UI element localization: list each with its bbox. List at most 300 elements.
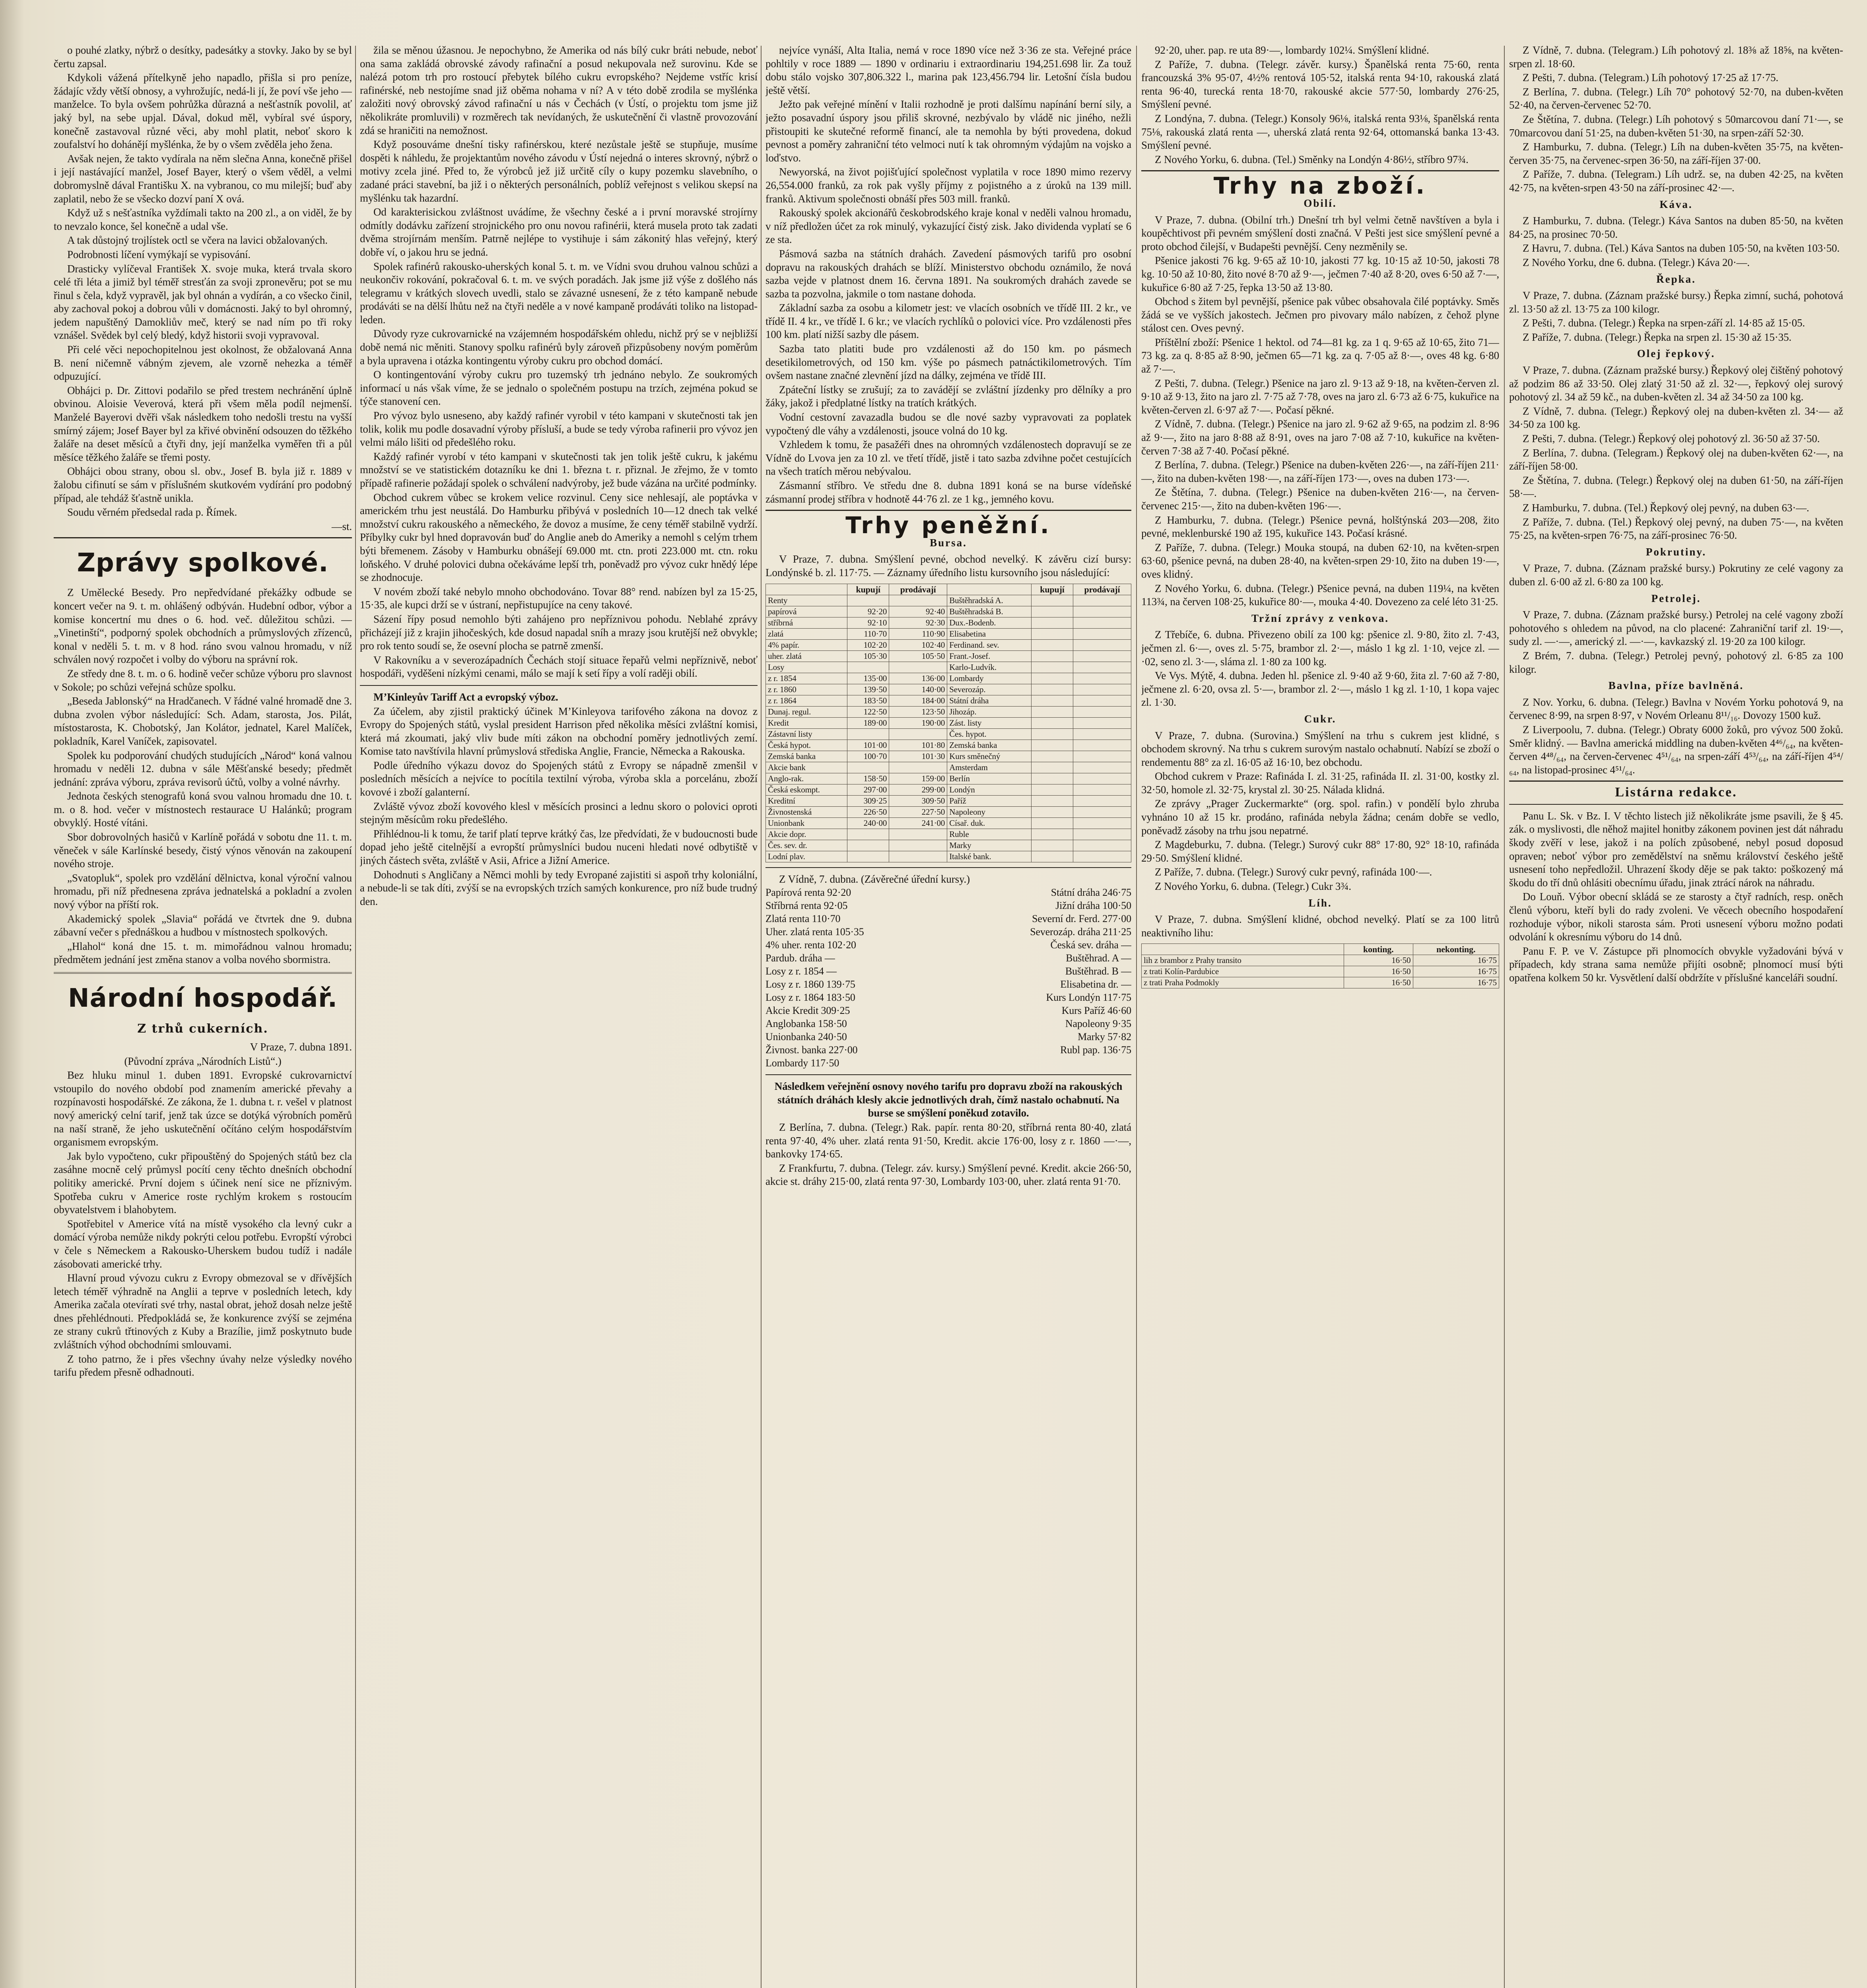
table-cell <box>847 829 889 840</box>
paragraph: Bez hluku minul 1. duben 1891. Evropské cukrovarnictví vstoupilo do nového období pod znamením americké převahy a rozpínavosti hospodářské. Ze zákona, že 1. dubna t. r. vešel v platnost nový americký celní tarif, jenž tak úzce se dotýká výrobních poměrů na naší straně, že jeho uskutečnění očítáno celým hospodářstvím organismem evropským. <box>54 1069 352 1148</box>
paragraph: Ze Štětína, 7. dubna. (Telegr.) Řepkový olej na duben 61·50, na září-říjen 58·—. <box>1509 474 1843 500</box>
table-cell <box>1073 840 1131 851</box>
table-cell: Napoleony <box>947 806 1032 817</box>
table-cell: Ruble <box>947 829 1032 840</box>
subheading-oilcake: Pokrutiny. <box>1646 546 1707 558</box>
rate-row <box>765 1017 1131 1030</box>
rate-row <box>765 938 1131 951</box>
paragraph: Z Pešti, 7. dubna. (Telegr.) Řepkový olej pohotový zl. 36·50 až 37·50. <box>1523 433 1820 445</box>
table-header-cell: prodávají <box>1073 584 1131 595</box>
paragraph: Ze Štětína, 7. dubna. (Telegr.) Líh pohotový s 50marcovou daní 71·—, se 70marcovou daní 51·25, na duben-květen 51·30, na srpen-září 52·30. <box>1509 113 1843 139</box>
table-header-cell <box>947 584 1032 595</box>
paragraph: Z Paříže, 7. dubna. (Telegr.) Mouka stoupá, na duben 62·10, na květen-srpen 63·60, pšenice pevná, na duben 28·40, na květen-srpen 29·10, žito na duben 19·—, oves klidný. <box>1141 541 1499 580</box>
table-cell: 92·40 <box>889 606 947 617</box>
rate-entry: Papírová renta 92·20 <box>765 887 851 899</box>
table-header-cell: kupují <box>1032 584 1073 595</box>
table-cell: Frant.-Josef. <box>947 650 1032 662</box>
table-cell <box>889 728 947 740</box>
table-cell <box>1073 650 1131 662</box>
table-cell: Paříž <box>947 795 1032 806</box>
table-cell: 110·90 <box>889 628 947 639</box>
paragraph: Z Hamburku, 7. dubna. (Tel.) Řepkový olej pevný, na duben 63·—. <box>1523 502 1809 514</box>
paragraph: Sazba tato platiti bude pro vzdálenosti až do 150 km. po pásmech desetikilometrových, od 150 km. výše po pásmech patnáctikilometrových. Tím ovšem nastane značné zlevnění jízd na dálky, zejména ve třídě III. <box>765 343 1131 382</box>
paragraph: Při celé věci nepochopitelnou jest okolnost, že obžalovaná Anna B. není ničemně vábným zjevem, ale vzorně nehezka a téměř odpuzující. <box>54 344 352 382</box>
paragraph: Základní sazba za osobu a kilometr jest: ve vlacích osobních ve třídě III. 2 kr., ve třídě II. 4 kr., ve třídě I. 6 kr.; ve vlacích rychlíků o polovici více. Pro vzdálenosti přes 100 km. platí nižší sazby dle pásem. <box>765 302 1131 341</box>
table-cell: Ferdinand. sev. <box>947 639 1032 650</box>
table-cell: 102·20 <box>847 639 889 650</box>
table-cell <box>847 762 889 773</box>
rate-entry: Napoleony 9·35 <box>1065 1018 1131 1030</box>
rate-row <box>765 991 1131 1004</box>
section-heading-economy: Národní hospodář. <box>68 984 338 1013</box>
divider <box>360 685 758 686</box>
table-cell <box>1073 773 1131 784</box>
paragraph: Akademický spolek „Slavia“ pořádá ve čtvrtek dne 9. dubna zábavní večer s přednáškou a hudbou v místnostech spolkových. <box>54 912 352 938</box>
table-row <box>766 628 1131 639</box>
paragraph: Z Berlína, 7. dubna. (Telegr.) Pšenice na duben-květen 226·—, na září-říjen 211·—, žito na duben-květen 198·—, na září-říjen 173·—, oves na duben 173·—. <box>1141 459 1499 484</box>
column-2 <box>360 44 758 1988</box>
table-header-cell: kupují <box>847 584 889 595</box>
paragraph: Z Pešti, 7. dubna. (Telegram.) Líh pohotový 17·25 až 17·75. <box>1523 72 1779 84</box>
table-cell <box>1032 773 1073 784</box>
table-cell: 110·70 <box>847 628 889 639</box>
paragraph: Spolek ku podporování chudých studujících „Národ“ koná valnou hromadu v neděli 12. dubna v sále Měšťanské besedy; předmět jednání: zpráva výboru, zpráva revisorů účtů, volby a volné návrhy. <box>54 749 352 788</box>
table-cell: z r. 1864 <box>766 695 847 706</box>
table-cell: Kurs směnečný <box>947 751 1032 762</box>
paragraph: Pro vývoz bylo usneseno, aby každý rafinér vyrobil v této kampani v skutečnosti tak jen tolik, kolik mu podle dosavadní výroby přísluší, a bude se tedy výroba rafinerii pro vývoz jen velmi málo lišiti od předešlého roku. <box>360 410 758 448</box>
table-cell: Živnostenská <box>766 806 847 817</box>
table-cell: Čes. hypot. <box>947 728 1032 740</box>
table-cell: Unionbank <box>766 817 847 829</box>
table-cell: 4% papír. <box>766 639 847 650</box>
table-row <box>766 751 1131 762</box>
table-cell: 105·50 <box>889 650 947 662</box>
table-cell: papírová <box>766 606 847 617</box>
table-cell: uher. zlatá <box>766 650 847 662</box>
table-cell <box>1073 817 1131 829</box>
table-cell <box>1032 673 1073 684</box>
rate-entry: Anglobanka 158·50 <box>765 1018 847 1030</box>
table-cell: 240·00 <box>847 817 889 829</box>
table-cell: Italské bank. <box>947 851 1032 862</box>
subheading-sugar-markets: Z trhů cukerních. <box>137 1022 268 1036</box>
table-cell: 123·50 <box>889 706 947 717</box>
table-cell: 105·30 <box>847 650 889 662</box>
table-cell <box>1073 717 1131 728</box>
paragraph: Obchod cukrem v Praze: Rafináda I. zl. 31·25, rafináda II. zl. 31·00, kostky zl. 32·50, homole zl. 32·75, krystal zl. 30·25. Nálada klidná. <box>1141 770 1499 796</box>
paragraph: Do Louň. Výbor obecní skládá se ze starosty a čtyř radních, resp. oněch členů výboru, kteří byli do rady zvoleni. Ve věcech obecního hospodaření rozhoduje výbor, nikoli starosta sám. Proti usnesení výboru možno podati odvolání k okresnímu výboru do 14 dnů. <box>1509 891 1843 943</box>
table-cell <box>1032 728 1073 740</box>
table-cell: 241·00 <box>889 817 947 829</box>
table-row <box>766 806 1131 817</box>
rate-entry: Stříbrná renta 92·05 <box>765 900 848 912</box>
table-cell: 101·00 <box>847 740 889 751</box>
table-cell <box>1032 706 1073 717</box>
paragraph: Důvody ryze cukrovarnické na vzájemném hospodářském ohledu, nichž prý se v nejbližší době nemá nic měniti. Stanovy spolku rafinérů byly zároveň přizpůsobeny novým poměrům a byla upravena i otázka kontingentu výroby cukru pro obchod domácí. <box>360 328 758 367</box>
rate-entry: Jižní dráha 100·50 <box>1055 900 1131 912</box>
table-row <box>766 851 1131 862</box>
table-cell: Berlín <box>947 773 1032 784</box>
rate-entry: Marky 57·82 <box>1078 1031 1131 1043</box>
rate-entry: Kurs Paříž 46·60 <box>1061 1005 1131 1017</box>
table-row <box>766 762 1131 773</box>
table-cell <box>1073 740 1131 751</box>
rate-row <box>765 1030 1131 1043</box>
paragraph: 92·20, uher. pap. re uta 89·—, lombardy 102¼. Smýšlení klidné. <box>1155 44 1429 56</box>
table-row <box>766 717 1131 728</box>
paragraph: V Praze, 7. dubna. (Záznam pražské bursy.) Pokrutiny ze celé vagony za duben zl. 6·00 až zl. 6·80 za 100 kg. <box>1509 562 1843 588</box>
rate-entry: Losy z r. 1864 183·50 <box>765 992 855 1004</box>
rate-entry: Živnost. banka 227·00 <box>765 1044 858 1056</box>
subheading-editorial-letters: Listárna redakce. <box>1615 785 1737 800</box>
table-cell <box>889 829 947 840</box>
paragraph: O kontingentování výroby cukru pro tuzemský trh jednáno nebylo. Ze soukromých informací u nás však víme, že se jednalo o společném postupu na trzích, zejména pokud se týče stanovení cen. <box>360 369 758 408</box>
column-1 <box>54 44 352 1988</box>
paragraph: o pouhé zlatky, nýbrž o desítky, padesátky a stovky. Jako by se byl čertu zapsal. <box>54 44 352 70</box>
table-header-cell: prodávají <box>889 584 947 595</box>
paragraph: A tak důstojný trojlístek octl se včera na lavici obžalovaných. <box>67 234 328 247</box>
paragraph: Z Pešti, 7. dubna. (Telegr.) Řepka na srpen-září zl. 14·85 až 15·05. <box>1523 317 1805 329</box>
table-cell <box>1073 806 1131 817</box>
table-cell: Kreditní <box>766 795 847 806</box>
divider <box>765 510 1131 511</box>
table-cell <box>847 595 889 606</box>
table-cell: Císař. duk. <box>947 817 1032 829</box>
paragraph: Z Nového Yorku, dne 6. dubna. (Telegr.) Káva 20·—. <box>1523 256 1750 268</box>
table-cell: 92·30 <box>889 617 947 628</box>
paragraph: Z Paříže, 7. dubna. (Telegr.) Surový cukr pevný, rafináda 100·—. <box>1155 866 1432 878</box>
divider <box>54 972 352 974</box>
notice: Následkem veřejnění osnovy nového tarifu pro dopravu zboží na rakouských státních dráhách klesly akcie jednotlivých drah, čímž nastalo ochabnutí. Na burse se smýšlení poněkud zotavilo. <box>774 1080 1123 1119</box>
signature: —st. <box>331 520 352 532</box>
table-cell <box>1032 695 1073 706</box>
paragraph: Přihlédnou-li k tomu, že tarif platí teprve krátký čas, lze předvídati, že v budoucnosti bude dopad jeho ještě citelnější a evropští průmyslníci budou nuceni hledati nové odbytiště v jiných částech světa, zvláště v Asii, Africe a Jižní Americe. <box>360 827 758 867</box>
table-cell: 139·50 <box>847 684 889 695</box>
table-cell <box>1032 650 1073 662</box>
rate-entry: Pardub. dráha — <box>765 952 835 964</box>
table-cell: 297·00 <box>847 784 889 795</box>
table-row <box>766 784 1131 795</box>
table-cell: Londýn <box>947 784 1032 795</box>
paragraph: Z Nového Yorku, 6. dubna. (Telegr.) Cukr 3¾. <box>1155 880 1351 893</box>
article-heading-tariff: M’Kinleyův Tariff Act a evropský výboz. <box>373 691 558 703</box>
paragraph: žila se měnou úžasnou. Je nepochybno, že Amerika od nás bílý cukr bráti nebude, neboť ona sama zakládá obrovské závody rafinační a posud nekupovala než surovinu. Kde se nalézá potom trh pro rostoucí přebytek bílého cukru evropského? Nejdeme vstříc krisí rafinérské, neb nestojíme snad již oběma nohama v ní? A v této době zrodila se myšlénka založiti nový obrovský závod rafinační u nás v Čechách (v Ústí, o projektu tom jsme již několikráte promluvili) v rozměrech tak nevídaných, že uskutečnění či vlastně provozování zdá se hraničiti na nemožnost. <box>360 44 758 136</box>
paragraph: Za účelem, aby zjistil praktický účinek M’Kinleyova tarifového zákona na dovoz z Evropy do Spojených států, vyslal president Harrison před několika měsíci zvláštní komisi, která má zkoumati, jaký vliv bude míti zákon na obchodní poměry jednotlivých zemí. Komise tato navštívila hlavní průmyslová střediska Anglie, Francie, Německa a Rakouska. <box>360 705 758 757</box>
rate-entry: Státní dráha 246·75 <box>1051 887 1131 899</box>
paragraph: Z Paříže, 7. dubna. (Telegram.) Líh udrž. se, na duben 42·25, na květen 42·75, na květen-srpen 43·50 na září-prosinec 42·—. <box>1509 168 1843 194</box>
paragraph: Z Nového Yorku, 6. dubna. (Tel.) Směnky na Londýn 4·86½, stříbro 97¾. <box>1155 153 1469 165</box>
table-cell <box>1032 840 1073 851</box>
table-cell: 190·00 <box>889 717 947 728</box>
table-cell: Dunaj. regul. <box>766 706 847 717</box>
table-cell: 122·50 <box>847 706 889 717</box>
table-cell: 92·20 <box>847 606 889 617</box>
table-cell: 309·25 <box>847 795 889 806</box>
table-row <box>766 639 1131 650</box>
paragraph: Z Nov. Yorku, 6. dubna. (Telegr.) Bavlna v Novém Yorku pohotová 9, na červenec 8·99, na srpen 8·97, v Novém Orleanu 8¹¹/₁₆. Dovozy 1500 kuž. <box>1509 696 1843 722</box>
table-cell <box>1073 829 1131 840</box>
rate-entry: Uher. zlatá renta 105·35 <box>765 926 864 938</box>
table-row <box>1142 977 1499 988</box>
paragraph: V Praze, 7. dubna. (Záznam pražské bursy.) Řepka zimní, suchá, pohotová zl. 13·50 až zl. 13·75 za 100 kilogr. <box>1509 289 1843 315</box>
table-cell: 16·75 <box>1413 966 1499 977</box>
table-cell <box>1073 762 1131 773</box>
rate-row <box>765 965 1131 978</box>
table-cell: Lombardy <box>947 673 1032 684</box>
table-cell: 102·40 <box>889 639 947 650</box>
dateline: Z Vídně, 7. dubna. (Závěrečné úřední kursy.) <box>779 873 970 885</box>
paragraph: Ve Vys. Mýtě, 4. dubna. Jeden hl. pšenice zl. 9·40 až 9·60, žita zl. 7·60 až 7·80, ječmene zl. 6·20, ovsa zl. 5·—, brambor zl. 2·—, máslo 1 kg zl. 1·10, 1 kopa vajec zl. 1·30. <box>1141 670 1499 709</box>
table-cell: 92·10 <box>847 617 889 628</box>
paragraph: Z Třebíče, 6. dubna. Přivezeno obilí za 100 kg: pšenice zl. 9·80, žito zl. 7·43, ječmen zl. 6·—, oves zl. 5·75, brambor zl. 2·—, máslo 1 kg zl. 1·10, vejce zl. —·02, seno zl. 3·—, sláma zl. 1·80 za 100 kg. <box>1141 629 1499 668</box>
paragraph: „Svatopluk“, spolek pro vzdělání dělnictva, konal výroční valnou hromadu, při níž přednesena zpráva jednatelská a pokladní a zvolen nový výbor na příští rok. <box>54 872 352 911</box>
rate-entry: Severní dr. Ferd. 277·00 <box>1032 913 1131 925</box>
paragraph: V Praze, 7. dubna. (Záznam pražské bursy.) Petrolej na celé vagony zboží pohotového s ohledem na původ, na clo placené: Zahraniční tarif zl. 19·—, sudy zl. —·—, americký zl. —·—, kavkazský zl. 19·20 za 100 kilogr. <box>1509 609 1843 648</box>
paragraph: V novém zboží také nebylo mnoho obchodováno. Tovar 88° rend. nabízen byl za 15·25, 15·35, ale kupci drží se v ústraní, nepřistupujíce na ceny takové. <box>360 585 758 611</box>
divider <box>765 1074 1131 1075</box>
subheading-spirits: Líh. <box>1308 897 1332 909</box>
table-cell <box>1073 784 1131 795</box>
subheading-rapeseed: Řepka. <box>1656 273 1696 285</box>
table-cell: 227·50 <box>889 806 947 817</box>
table-cell: Dux.-Bodenb. <box>947 617 1032 628</box>
rate-row <box>765 978 1131 991</box>
paragraph: Jak bylo vypočteno, cukr připouštěný do Spojených států bez cla zasáhne mocně celý průmysl pocítí ceny těchto dnešních obchodní politiky americké. První dojem s účinek není sice ne příznivým. Spotřeba cukru v Americe roste rychlým krokem s rostoucím obyvatelstvem i blahobytem. <box>54 1150 352 1216</box>
rate-entry: 4% uher. renta 102·20 <box>765 939 856 951</box>
paragraph: nejvíce vynáší, Alta Italia, nemá v roce 1890 více než 3·36 ze sta. Veřejné práce pohltily v roce 1889 — 1890 v ordinariu i extraordinariu 194,251.698 lir. Za touž dobu stálo vojsko 307,806.322 l., marina pak 123,456.794 lir. Letošní čísla budou ještě větší. <box>765 44 1131 96</box>
paragraph: Z Magdeburku, 7. dubna. (Telegr.) Surový cukr 88° 17·80, 92° 18·10, rafináda 29·50. Smýšlení klidné. <box>1141 839 1499 864</box>
table-cell: Kredit <box>766 717 847 728</box>
paragraph: Dohodnuti s Angličany a Němci mohli by tedy Evropané zajistiti si aspoň trhy koloniální, a nebude-li se tak díti, zvýší se na evropských trzích samých konkurence, pro níž bude trudný den. <box>360 868 758 907</box>
divider <box>1141 170 1499 171</box>
table-cell <box>1073 684 1131 695</box>
paragraph: „Hlahol“ koná dne 15. t. m. mimořádnou valnou hromadu; předmětem jednání jest změna stanov a volba nového sbormistra. <box>54 940 352 966</box>
rate-row <box>765 899 1131 912</box>
paragraph: Z Londýna, 7. dubna. (Telegr.) Konsoly 96⅛, italská renta 93⅛, španělská renta 75⅛, rakouská zlatá renta —, uherská zlatá renta 92·64, ottomanská banka 13·43. Smýšlení pevné. <box>1141 112 1499 151</box>
paragraph: Podle úředního výkazu dovoz do Spojených států z Evropy se nápadně zmenšil v posledních měsících a nejvíce to pocítila textilní výroba, výroba skla a porcelánu, zboží kovové i zboží galanterní. <box>360 759 758 798</box>
paragraph: Z Paříže, 7. dubna. (Telegr. závěr. kursy.) Španělská renta 75·60, renta francouzská 3% 95·07, 4½% rentová 105·52, italská renta 94·10, rakouská zlatá renta 96·40, turecká renta 18·70, rakouské akcie 577·50, lombardy 276·25, Smýšlení pevné. <box>1141 58 1499 111</box>
table-cell: Buštěhradská A. <box>947 595 1032 606</box>
table-cell <box>1073 851 1131 862</box>
table-cell: zlatá <box>766 628 847 639</box>
table-cell <box>847 662 889 673</box>
rate-entry: Severozáp. dráha 211·25 <box>1030 926 1131 938</box>
club-news <box>54 586 352 967</box>
table-cell: Marky <box>947 840 1032 851</box>
table-cell <box>1032 784 1073 795</box>
table-cell: 184·00 <box>889 695 947 706</box>
table-cell: Zemská banka <box>947 740 1032 751</box>
table-cell: stříbrná <box>766 617 847 628</box>
table-row <box>766 773 1131 784</box>
table-row <box>766 795 1131 806</box>
paragraph: Zpáteční lístky se zrušují; za to zavádějí se zvláštní jízdenky pro dělníky a pro žáky, jakož i předplatné lístky na tratích krátkých. <box>765 383 1131 409</box>
spirits-price-table <box>1141 944 1499 988</box>
paragraph: Obhájci p. Dr. Zittovi podařilo se před trestem nechránění úplně obvinou. Aloisie Veverová, která při všem měla podíl nejmenší. Manželé Bayerovi dvěři však následkem toho nedošli trestu na vyšší smírný zájem; Josef Bayer byl za křivé obvinění odsouzen do těžkého žaláře na deset měsíců a čtyři dny, její manželka vyměřen tři a půl měsíce těžkého žaláře se třemi posty. <box>54 384 352 463</box>
paragraph: Z Brém, 7. dubna. (Telegr.) Petrolej pevný, pohotový zl. 6·85 za 100 kilogr. <box>1509 649 1843 675</box>
rate-entry: Rubl pap. 136·75 <box>1060 1044 1131 1056</box>
page-fold-shadow <box>0 0 24 1988</box>
table-cell <box>847 851 889 862</box>
table-cell: 299·00 <box>889 784 947 795</box>
table-row <box>766 706 1131 717</box>
rate-entry: Lombardy 117·50 <box>765 1057 839 1069</box>
table-row <box>766 728 1131 740</box>
paragraph: Spolek rafinérů rakousko-uherských konal 5. t. m. ve Vídni svou druhou valnou schůzi a neukončiv rokování, pokračoval 6. t. m. ve svých poradách. Jak jsme již výše z došlého nás telegramu v krátkých slovech uvedli, stalo se závazné usnesení, že z této kampaně nebude prodáváti se na dělší lhůtu než na čtyři neděle a v nové kampaně prodáváti toliko na listopad-leden. <box>360 260 758 326</box>
paragraph: Obhájci obou strany, obou sl. obv., Josef B. byla již r. 1889 v žalobu cifinutí se sám v příslušném skutkovém vydírání pro podobný případ, ale tehdáž šťastně unikla. <box>54 465 352 504</box>
divider <box>54 537 352 538</box>
subheading-bursa: Bursa. <box>930 536 967 549</box>
table-cell: 159·00 <box>889 773 947 784</box>
paragraph: Panu F. P. ve V. Zástupce při plnomocích obvykle vyžadováni bývá v případech, kdy strana sama nemůže přijíti osobně; plnomocí musí býti opatřena kolkem 50 kr. Vysvětlení další obdržíte v příslušné kanceláři soudní. <box>1509 945 1843 984</box>
paragraph: V Praze, 7. dubna. (Surovina.) Smýšlení na trhu s cukrem jest klidné, s obchodem skrovný. Na trhu s cukrem surovým nastalo ochabnutí. Nabízí se zboží o rendementu 88° za zl. 16·05 až 16·10, bez obchodu. <box>1141 729 1499 768</box>
paragraph: Kdykoli vážená přítelkyně jeho napadlo, přišla si pro peníze, žádajíc vždy větší obnosy, a vyhrožujíc, nedá-li jí, že poví vše jeho — manželce. To byla ovšem pohrůžka důrazná a nešťastník povolil, ať jaký byl, na sebe upjal. Dával, dokud měl, vybíral své úspory, konečně zastavoval různé věci, aby mohl platit, neboť skoro k zoufalství ho dohánějí myšlénka, že by o všem zvěděla jeho žena. <box>54 72 352 151</box>
table-cell: 100·70 <box>847 751 889 762</box>
paragraph: Z Berlína, 7. dubna. (Telegr.) Líh 70° pohotový 52·70, na duben-květen 52·40, na červen-červenec 52·70. <box>1509 85 1843 111</box>
paragraph: Spotřebitel v Americe vítá na místě vysokého cla levný cukr a domácí výroba nemůže nikdy pokrýti celou potřebu. Evropští výrobci v čele s Německem a Rakousko-Uherskem budou tudíž i nadále zásobovati americké trhy. <box>54 1217 352 1270</box>
table-cell: Zemská banka <box>766 751 847 762</box>
paragraph: Z Liverpoolu, 7. dubna. (Telegr.) Obraty 6000 žoků, pro vývoz 500 žoků. Směr klidný. — Bavlna americká middling na duben-květen 4⁴⁶/₆₄, na květen-červen 4⁴⁸/₆₄, na červen-červenec 4⁵¹/₆₄, na srpen-září 4⁵³/₆₄, na září-říjen 4⁵⁴/₆₄, na listopad-prosinec 4⁵¹/₆₄. <box>1509 723 1843 776</box>
table-cell: Severozáp. <box>947 684 1032 695</box>
paragraph: Od karakterisickou zvláštnost uvádíme, že všechny české a i první moravské strojírny odmítly dodávku zařízení strojnického pro onu novou rafinérii, která musela proto tak zadati dvěma strojírnám menším. Patrně nejlépe to vystihuje i sám zákonitý hlas veřejný, který dobře ví, o jakou hru se jedná. <box>360 206 758 258</box>
rate-row <box>765 1043 1131 1056</box>
paragraph: Jednota českých stenografů koná svou valnou hromadu dne 10. t. m. o 8. hod. večer v místnostech restaurace U Halánků; program obvyklý. Hosté vítáni. <box>54 790 352 829</box>
paragraph: Když posouváme dnešní tisky rafinérskou, které nezůstale ještě se stupňuje, musíme dospěti k náhledu, že projektantům nového závodu v Ústí nejedná o interes skrovný, nýbrž o motivy zcela jiné. Před to, že výrobců jež již určitě cíly o kupy pozemku slavebního, o zadané práci stavební, ba již i o některých personálních, poblíž veřejnost s velikou skepsí na myšlénku tak hazardní. <box>360 138 758 204</box>
paragraph: Z Umělecké Besedy. Pro nepředvídané překážky odbude se koncert večer na 9. t. m. ohlášený odbýván. Hudební odbor, výbor a komise koncertní mu dnes o 6. hod. več. důležitou schůzi. — „Vinetinští“, podporný spolek obchodních a průmyslových zřízenců, konal v neděli 5. t. m. v 8 hod. ráno svou valnou hromadu, v níž schválen nový rozpočet i volby do výboru na správní rok. <box>54 586 352 666</box>
table-cell <box>1032 795 1073 806</box>
table-cell: 16·50 <box>1344 977 1413 988</box>
table-cell <box>1073 695 1131 706</box>
paragraph: Z Frankfurtu, 7. dubna. (Telegr. záv. kursy.) Smýšlení pevné. Kredit. akcie 266·50, akcie st. dráhy 215·00, zlatá renta 97·30, Lombardy 103·00, uher. zlatá renta 91·70. <box>765 1162 1131 1188</box>
dateline: V Praze, 7. dubna. Smýšlení pevné, obchod nevelký. K závěru cizí bursy: Londýnské b. zl. 117·75. — Záznamy úředního listu kursovního jsou následující: <box>765 553 1131 579</box>
table-row <box>1142 955 1499 966</box>
table-row <box>766 606 1131 617</box>
table-cell: Akcie bank <box>766 762 847 773</box>
table-cell <box>1032 829 1073 840</box>
subheading-cotton: Bavlna, příze bavlněná. <box>1608 679 1744 692</box>
table-cell: 101·30 <box>889 751 947 762</box>
paragraph: Z Berlína, 7. dubna. (Telegr.) Rak. papír. renta 80·20, stříbrná renta 80·40, zlatá renta 97·40, 4% uher. zlatá renta 91·50, Kredit. akcie 176·00, losy z r. 1860 —·—, bankovky 174·65. <box>765 1121 1131 1160</box>
table-row <box>766 617 1131 628</box>
paragraph: V Praze, 7. dubna. (Obilní trh.) Dnešní trh byl velmi četně navštíven a byla i koupěchtivost při pevném smýšlení dosti značná. V Pešti jest sice smýšlení pevné a proto obchod čilejší, v Budapešti pevnější. Ceny nezměnily se. <box>1141 214 1499 252</box>
paragraph: Z Vídně, 7. dubna. (Telegr.) Pšenice na jaro zl. 9·62 až 9·65, na podzim zl. 8·96 až 9·—, žito na jaro 8·88 až 8·91, oves na jaro 7·08 až 7·10, kukuřice na květen-červen 7·38 až 7·40. Počasí pěkné. <box>1141 418 1499 457</box>
column-5 <box>1509 44 1843 1988</box>
table-cell: Česká eskompt. <box>766 784 847 795</box>
table-cell: z trati Kolín-Pardubice <box>1142 966 1344 977</box>
table-cell <box>1073 617 1131 628</box>
divider <box>765 867 1131 868</box>
table-cell: z r. 1860 <box>766 684 847 695</box>
table-cell <box>847 728 889 740</box>
section-heading-news: Zprávy spolkové. <box>77 548 329 578</box>
table-cell <box>1032 617 1073 628</box>
paragraph: Každý rafinér vyrobí v této kampani v skutečnosti tak jen tolik ještě cukru, k jakému množství se ve statistickém dotazníku ke dni 1. března t. r. přiznal. Je zřejmo, že v tomto případě rafinerie požádají spolek o schválení nadvýroby, jež bude vázána na určité podmínky. <box>360 450 758 489</box>
table-cell: Zástavní listy <box>766 728 847 740</box>
paragraph: „Beseda Jablonský“ na Hradčanech. V řádné valné hromadě dne 3. dubna zvolen výbor následující: Sch. Adam, starosta, Jos. Pilát, místostarosta, K. Chobotský, Jan Kolátor, jednatel, Karel Malíček, pokladník, Karel Vaníček, zapisovatel. <box>54 695 352 747</box>
table-cell: 101·80 <box>889 740 947 751</box>
table-cell <box>1032 817 1073 829</box>
paragraph: Z Paříže, 7. dubna. (Telegr.) Řepka na srpen zl. 15·30 až 15·35. <box>1523 331 1792 343</box>
table-header-cell: nekonting. <box>1413 944 1499 955</box>
rate-row <box>765 951 1131 965</box>
table-header-row <box>1142 944 1499 955</box>
paragraph: Z Vídně, 7. dubna. (Telegr.) Řepkový olej na duben-květen zl. 34·— až 34·50 za 100 kg. <box>1509 405 1843 431</box>
table-cell <box>1073 606 1131 617</box>
table-cell: Čes. sev. dr. <box>766 840 847 851</box>
rate-entry: Elisabetina dr. — <box>1060 978 1131 990</box>
table-cell <box>1073 751 1131 762</box>
paragraph: Ze středy dne 8. t. m. o 6. hodině večer schůze výboru pro slavnost v Sokole; po schůzi veřejná schůze spolku. <box>54 667 352 693</box>
column-rule <box>1136 46 1137 1988</box>
column-rule <box>761 46 762 1988</box>
court-report <box>54 44 352 533</box>
table-cell: 189·00 <box>847 717 889 728</box>
table-cell: Česká hypot. <box>766 740 847 751</box>
table-cell: 135·00 <box>847 673 889 684</box>
table-cell: Karlo-Ludvík. <box>947 662 1032 673</box>
rate-entry: Česká sev. dráha — <box>1050 939 1131 951</box>
table-cell <box>889 840 947 851</box>
table-cell: z trati Praha Podmokly <box>1142 977 1344 988</box>
table-cell <box>1032 606 1073 617</box>
rate-row <box>765 912 1131 925</box>
table-cell <box>1032 684 1073 695</box>
rate-row <box>765 1056 1131 1070</box>
subheading-sugar: Cukr. <box>1304 712 1337 725</box>
table-cell <box>1032 628 1073 639</box>
paragraph: Z Hamburku, 7. dubna. (Telegr.) Káva Santos na duben 85·50, na květen 84·25, na prosinec 70·50. <box>1509 215 1843 240</box>
table-cell <box>889 762 947 773</box>
table-row <box>766 817 1131 829</box>
paragraph: Sázení řípy posud nemohlo býti zahájeno pro nepříznivou pohodu. Neblahé zprávy přicházejí již z krajin jihočeských, kde dosud napadal sníh a mrazy jsou krutější než obvykle; pro rok tento soudí se, že osevní plocha se patrně zmenší. <box>360 613 758 652</box>
table-row <box>766 662 1131 673</box>
paragraph: V Praze, 7. dubna. (Záznam pražské bursy.) Řepkový olej čištěný pohotový až podzim 86 až 33·50. Olej zlatý 31·50 až zl. 32·—, řepkový olej surový pohotový zl. 34 až 59 kč., na duben-květen zl. 34 až 34·50 za 100 kg. <box>1509 364 1843 403</box>
table-cell <box>1073 795 1131 806</box>
column-rule <box>1504 46 1505 1988</box>
paragraph: Z Nového Yorku, 6. dubna. (Telegr.) Pšenice pevná, na duben 119¼, na květen 113¾, na červen 108·25, kukuřice 80·—, mouka 4·40. Dovezeno za celé léto 31·25. <box>1141 582 1499 608</box>
column-3 <box>765 44 1131 1988</box>
exchange-rates-table <box>765 584 1131 862</box>
table-cell <box>847 840 889 851</box>
table-cell <box>1032 595 1073 606</box>
table-cell: Lodní plav. <box>766 851 847 862</box>
table-cell <box>1032 762 1073 773</box>
table-cell: lih z brambor z Prahy transito <box>1142 955 1344 966</box>
paragraph: Panu L. Sk. v Bz. I. V těchto listech již několikráte jsme psavili, že § 45. zák. o myslivosti, dle něhož majitel honitby zákonem povinen jest dát náhradu škody zvěří v lese, jakož i na polích způsobené, nebyl posud doposud opraven; neboť výbor pro zemědělství na sněmu království českého ještě usnesení toho nepředložil. Uhrazení škody děje se pak takto: poškozený má škodu do tří dnů ohlásiti obecnímu úřadu, jinak ztrácí nárok na náhradu. <box>1509 810 1843 889</box>
rate-entry: Losy z r. 1860 139·75 <box>765 978 855 990</box>
paragraph: V Praze, 7. dubna. Smýšlení klidné, obchod nevelký. Platí se za 100 litrů neaktivního lihu: <box>1141 913 1499 939</box>
table-row <box>766 840 1131 851</box>
table-cell <box>1073 628 1131 639</box>
rate-entry: Zlatá renta 110·70 <box>765 913 841 925</box>
paragraph: Příštělní zboží: Pšenice 1 hektol. od 74—81 kg. za 1 q. 9·65 až 10·65, žito 71—73 kg. za q. 8·85 až 8·90, ječmen 65—71 kg. za q. 7·05 až 8·—, oves 48 kg. 6·80 až 7·—. <box>1141 336 1499 375</box>
table-cell <box>1032 717 1073 728</box>
table-row <box>766 695 1131 706</box>
table-cell: Elisabetina <box>947 628 1032 639</box>
paragraph: Pšenice jakosti 76 kg. 9·65 až 10·10, jakosti 77 kg. 10·15 až 10·50, jakosti 78 kg. 10·50 až 10·80, žito nové 8·70 až 9·—, ječmen 7·40 až 8·20, oves 6·50 až 7·—, kukuřice 6·80 až 7·25, řepka 13·50 až 13·80. <box>1141 254 1499 293</box>
table-cell <box>1073 728 1131 740</box>
table-row <box>766 740 1131 751</box>
paragraph: Pásmová sazba na státních drahách. Zavedení pásmových tarifů pro osobní dopravu na rakouských drahách se blíží. Ministerstvo obchodu oznámilo, že nová sazba vejde v platnost dnem 16. června 1891. Na soukromých drahách zavede se sazba ta pozvolna, jakmile o tom nastane dohoda. <box>765 247 1131 300</box>
table-cell: 140·00 <box>889 684 947 695</box>
table-cell: 136·00 <box>889 673 947 684</box>
rate-entry: Kurs Londýn 117·75 <box>1046 992 1131 1004</box>
table-cell: Losy <box>766 662 847 673</box>
vienna-closing-rates <box>765 886 1131 1070</box>
table-cell: 16·75 <box>1413 955 1499 966</box>
table-cell: 158·50 <box>847 773 889 784</box>
table-header-cell: konting. <box>1344 944 1413 955</box>
